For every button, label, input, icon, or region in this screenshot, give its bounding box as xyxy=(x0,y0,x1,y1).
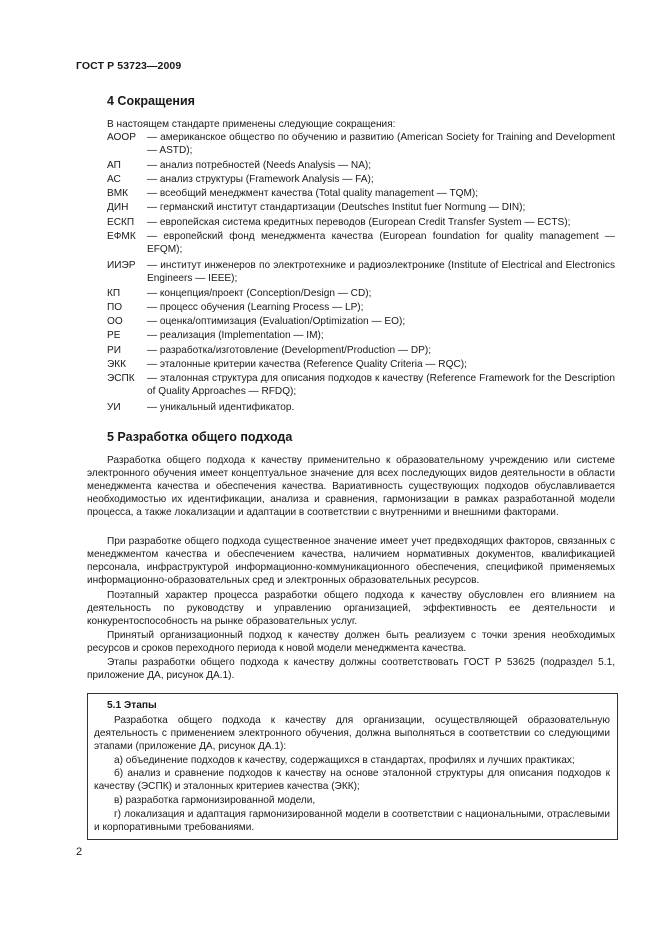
abbr-term: ОО xyxy=(107,316,123,327)
section-4-intro: В настоящем стандарте применены следующие сокращения: xyxy=(107,119,396,130)
abbr-item xyxy=(107,315,615,328)
abbr-item xyxy=(107,401,615,414)
abbr-definition: — эталонная структура для описания подходов к качеству (Reference Framework for the Description of Quality Approaches — RFDQ); xyxy=(147,373,615,397)
abbr-definition: — концепция/проект (Conception/Design — CD); xyxy=(147,288,372,299)
subsection-5-1-paragraph: Разработка общего подхода к качеству для организации, осуществляющей образовательную деятельность с применением электронного обучения, должна выполняться в соответствии со следующими этапами (приложение ДА, рисунок ДА.1): xyxy=(94,715,610,752)
abbr-item xyxy=(107,358,615,371)
abbr-term: КП xyxy=(107,288,121,299)
abbr-term: АООР xyxy=(107,132,136,143)
abbr-item xyxy=(107,259,615,285)
abbr-item xyxy=(107,173,615,186)
abbr-term: РЕ xyxy=(107,330,121,341)
subsection-5-1-list-item: в) разработка гармонизированной модели, xyxy=(114,795,316,806)
abbr-definition: — анализ структуры (Framework Analysis — FA); xyxy=(147,174,374,185)
section-5-paragraph: Принятый организационный подход к качеству должен быть реализуем с точки зрения необходимых ресурсов и сроков переходного периода к новой модели менеджмента качества. xyxy=(87,630,615,655)
abbr-term: ВМК xyxy=(107,188,129,199)
abbr-term: АС xyxy=(107,174,121,185)
abbr-definition: — американское общество по обучению и развитию (American Society for Training and Development — ASTD); xyxy=(147,132,615,156)
abbr-definition: — анализ потребностей (Needs Analysis — NA); xyxy=(147,160,372,171)
abbr-term: ЕФМК xyxy=(107,231,136,242)
abbr-term: ИИЭР xyxy=(107,260,136,271)
abbr-item xyxy=(107,372,615,398)
abbr-item xyxy=(107,301,615,314)
abbr-item xyxy=(107,159,615,172)
abbr-term: УИ xyxy=(107,402,121,413)
abbr-definition: — уникальный идентификатор. xyxy=(147,402,295,413)
section-4-heading: 4 Сокращения xyxy=(107,94,195,108)
abbr-item xyxy=(107,230,615,256)
abbr-term: ПО xyxy=(107,302,123,313)
abbr-item xyxy=(107,201,615,214)
abbr-definition: — оценка/оптимизация (Evaluation/Optimization — EO); xyxy=(147,316,406,327)
subsection-5-1-list-item: а) объединение подходов к качеству, содержащихся в стандартах, профилях и лучших практиках; xyxy=(114,755,575,766)
abbr-definition: — эталонные критерии качества (Reference Quality Criteria — RQC); xyxy=(147,359,467,370)
section-5-paragraph: При разработке общего подхода существенное значение имеет учет предвходящих факторов, связанных с менеджментом качества и обеспечением качества, наличием нормативных документов, квалификацией персонала, инфраструктурой информационно-коммуникационного обеспечения, спецификой применяемых информационно-образовательных сред и электронных образовательных ресурсов. xyxy=(87,536,615,587)
section-5-paragraph: Этапы разработки общего подхода к качеству должны соответствовать ГОСТ Р 53625 (подраздел 5.1, приложение ДА, рисунок ДА.1). xyxy=(87,657,615,682)
abbr-term: РИ xyxy=(107,345,121,356)
subsection-5-1-box xyxy=(87,693,618,840)
abbr-term: ДИН xyxy=(107,202,129,213)
abbr-definition: — всеобщий менеджмент качества (Total quality management — TQM); xyxy=(147,188,479,199)
abbr-definition: — европейская система кредитных переводов (European Credit Transfer System — ECTS); xyxy=(147,217,571,228)
subsection-5-1-list-item: г) локализация и адаптация гармонизированной модели в соответствии с национальными, отраслевыми и корпоративными требованиями. xyxy=(94,809,610,833)
abbr-term: АП xyxy=(107,160,121,171)
abbr-definition: — разработка/изготовление (Development/Production — DP); xyxy=(147,345,432,356)
abbr-definition: — институт инженеров по электротехнике и радиоэлектронике (Institute of Electrical and Electronics Engineers — IEEE); xyxy=(147,260,615,284)
document-id: ГОСТ Р 53723—2009 xyxy=(76,60,182,72)
page-number: 2 xyxy=(76,846,83,858)
section-5-paragraph: Разработка общего подхода к качеству применительно к образовательному учреждению или системе электронного обучения имеет концептуальное значение для всех последующих видов деятельности в области менеджмента качества и обеспечения качества. Вариативность существующих подходов обуславливается необходимостью их идентификации, анализа и сравнения, гармонизации в рамках разработанной модели процесса, а также локализации и адаптации в соответствии с внутренними и внешними факторами. xyxy=(87,455,615,519)
subsection-5-1-heading: 5.1 Этапы xyxy=(107,700,157,711)
abbr-item xyxy=(107,131,615,157)
abbr-item xyxy=(107,329,615,342)
abbr-term: ЭСПК xyxy=(107,373,135,384)
abbr-term: ЭКК xyxy=(107,359,127,370)
section-5-paragraph: Поэтапный характер процесса разработки общего подхода к качеству обусловлен его влиянием на деятельность по руководству и управлению организацией, эффективность ее деятельности и конкурентоспособность на рынке образовательных услуг. xyxy=(87,590,615,628)
abbr-item xyxy=(107,344,615,357)
abbr-definition: — европейский фонд менеджмента качества (European foundation for quality management — EFQM); xyxy=(147,231,615,255)
abbr-definition: — реализация (Implementation — IM); xyxy=(147,330,324,341)
section-5-heading: 5 Разработка общего подхода xyxy=(107,430,293,444)
abbr-item xyxy=(107,216,615,229)
abbr-definition: — германский институт стандартизации (Deutsches Institut fuer Normung — DIN); xyxy=(147,202,526,213)
subsection-5-1-list-item: б) анализ и сравнение подходов к качеству на основе эталонной структуры для описания подходов к качеству (ЭСПК) и эталонных критериев качества (ЭКК); xyxy=(94,768,610,792)
abbr-item xyxy=(107,187,615,200)
abbr-definition: — процесс обучения (Learning Process — LP); xyxy=(147,302,364,313)
abbr-item xyxy=(107,287,615,300)
abbr-term: ЕСКП xyxy=(107,217,135,228)
